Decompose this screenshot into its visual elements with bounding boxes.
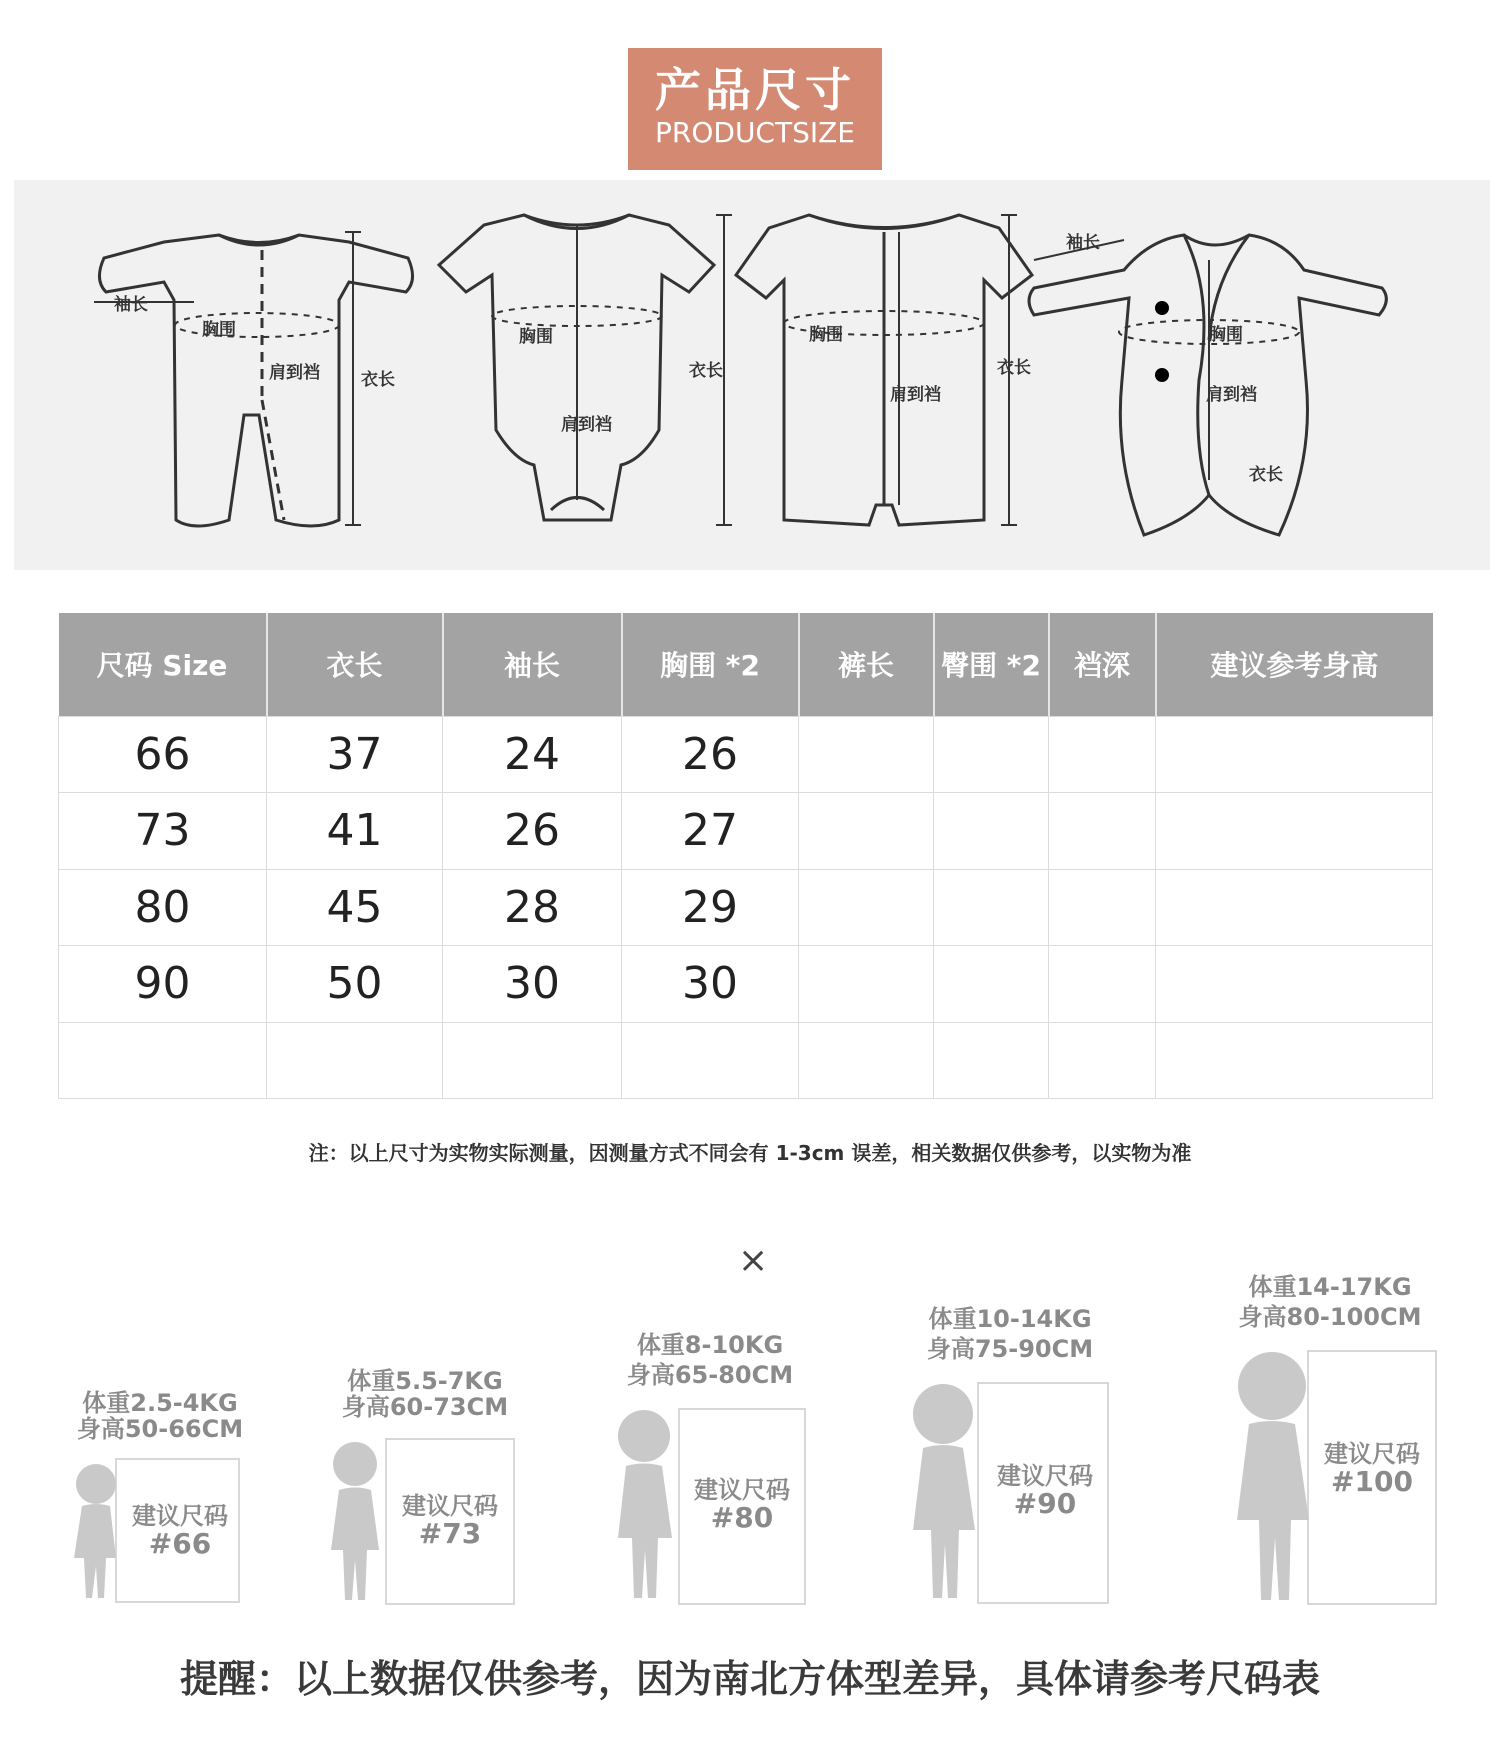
label-crotch-3: 肩到裆 xyxy=(890,385,941,405)
table-cell xyxy=(1156,793,1433,870)
table-cell: 37 xyxy=(267,716,443,793)
kid-height: 身高60-73CM xyxy=(341,1393,509,1421)
table-cell xyxy=(799,946,934,1023)
table-row xyxy=(59,793,1433,870)
kid-rec-size: #100 xyxy=(1331,1465,1413,1498)
table-cell: 50 xyxy=(267,946,443,1023)
label-length-3: 衣长 xyxy=(997,358,1031,378)
label-crotch-2: 肩到裆 xyxy=(561,415,612,435)
kid-rec-label: 建议尺码 xyxy=(997,1462,1093,1490)
kid-height: 身高50-66CM xyxy=(76,1415,244,1443)
label-chest-2: 胸围 xyxy=(519,327,553,347)
table-cell xyxy=(1049,793,1156,870)
table-cell: 26 xyxy=(622,716,799,793)
kid-recommendation xyxy=(680,1476,804,1532)
label-sleeve-1: 袖长 xyxy=(114,295,148,315)
header-length: 衣长 xyxy=(267,613,443,716)
kid-info xyxy=(1215,1272,1445,1332)
kid-size-guide-66 xyxy=(70,1390,250,1610)
kid-rec-label: 建议尺码 xyxy=(132,1502,228,1530)
kid-info xyxy=(610,1330,810,1390)
label-chest-1: 胸围 xyxy=(202,320,236,340)
table-cell: 73 xyxy=(59,793,267,870)
kid-info xyxy=(905,1304,1115,1364)
label-crotch-4: 肩到裆 xyxy=(1206,385,1257,405)
title-english: PRODUCTSIZE xyxy=(655,116,855,149)
table-cell xyxy=(799,1022,934,1099)
table-cell xyxy=(934,716,1049,793)
kid-height: 身高75-90CM xyxy=(926,1335,1094,1363)
table-cell xyxy=(799,716,934,793)
table-cell xyxy=(934,793,1049,870)
table-cell: 80 xyxy=(59,869,267,946)
table-cell xyxy=(934,1022,1049,1099)
kid-weight: 体重2.5-4KG xyxy=(82,1389,238,1417)
table-cell xyxy=(1156,946,1433,1023)
kid-size-guide-73 xyxy=(325,1368,525,1610)
table-cell xyxy=(1049,946,1156,1023)
kid-recommendation xyxy=(120,1502,240,1558)
header-chest: 胸围 *2 xyxy=(622,613,799,716)
label-length-2: 衣长 xyxy=(689,361,723,381)
table-row xyxy=(59,716,1433,793)
kid-height: 身高80-100CM xyxy=(1238,1303,1422,1331)
kid-weight: 体重14-17KG xyxy=(1248,1273,1412,1301)
divider-cross-symbol: × xyxy=(738,1240,769,1281)
kid-rec-label: 建议尺码 xyxy=(1324,1440,1420,1468)
table-row xyxy=(59,1022,1433,1099)
table-cell xyxy=(443,1022,622,1099)
kid-size-guide-80 xyxy=(610,1330,810,1610)
kid-weight: 体重5.5-7KG xyxy=(347,1367,503,1395)
table-cell xyxy=(1156,869,1433,946)
header-crotch-depth: 裆深 xyxy=(1049,613,1156,716)
kid-recommendation xyxy=(981,1462,1109,1518)
table-cell: 28 xyxy=(443,869,622,946)
header-hip: 臀围 *2 xyxy=(934,613,1049,716)
kid-size-guide-90 xyxy=(905,1304,1115,1610)
header-pants-length: 裤长 xyxy=(799,613,934,716)
kid-rec-size: #73 xyxy=(418,1517,482,1550)
table-cell: 30 xyxy=(443,946,622,1023)
table-row xyxy=(59,869,1433,946)
garment-diagrams xyxy=(14,180,1490,570)
table-cell xyxy=(1049,1022,1156,1099)
kid-rec-label: 建议尺码 xyxy=(694,1476,790,1504)
kid-weight: 体重8-10KG xyxy=(636,1331,784,1359)
label-length-1: 衣长 xyxy=(361,370,395,390)
label-sleeve-4: 袖长 xyxy=(1066,233,1100,253)
table-cell: 29 xyxy=(622,869,799,946)
kid-size-guide-100 xyxy=(1215,1272,1445,1610)
short-romper-illustration xyxy=(736,215,1032,525)
table-cell: 24 xyxy=(443,716,622,793)
kid-rec-size: #80 xyxy=(710,1501,774,1534)
table-cell: 27 xyxy=(622,793,799,870)
kid-info xyxy=(70,1390,250,1442)
table-cell: 41 xyxy=(267,793,443,870)
garment-diagram-panel xyxy=(14,180,1490,570)
kid-recommendation xyxy=(390,1492,510,1548)
table-cell: 30 xyxy=(622,946,799,1023)
table-header-row xyxy=(59,613,1433,716)
product-size-badge xyxy=(628,48,882,170)
child-silhouette-icon xyxy=(905,1382,985,1604)
size-table xyxy=(58,613,1433,1099)
kid-height: 身高65-80CM xyxy=(626,1361,794,1389)
child-silhouette-icon xyxy=(70,1462,120,1604)
header-size: 尺码 Size xyxy=(59,613,267,716)
label-length-4: 衣长 xyxy=(1249,465,1283,485)
table-cell xyxy=(267,1022,443,1099)
table-cell xyxy=(622,1022,799,1099)
child-silhouette-icon xyxy=(610,1408,680,1603)
table-cell: 26 xyxy=(443,793,622,870)
kid-rec-label: 建议尺码 xyxy=(402,1492,498,1520)
kid-rec-size: #90 xyxy=(1013,1487,1077,1520)
table-cell xyxy=(1049,869,1156,946)
table-cell: 90 xyxy=(59,946,267,1023)
kid-info xyxy=(325,1368,525,1420)
kid-rec-size: #66 xyxy=(148,1527,212,1560)
table-cell xyxy=(1156,1022,1433,1099)
child-silhouette-icon xyxy=(325,1440,385,1605)
header-recommended-height: 建议参考身高 xyxy=(1156,613,1433,716)
table-cell: 45 xyxy=(267,869,443,946)
label-chest-4: 胸围 xyxy=(1209,325,1243,345)
table-cell xyxy=(1156,716,1433,793)
table-cell xyxy=(799,869,934,946)
header-sleeve: 袖长 xyxy=(443,613,622,716)
table-cell: 66 xyxy=(59,716,267,793)
measurement-note: 注：以上尺寸为实物实际测量，因测量方式不同会有 1-3cm 误差，相关数据仅供参考，以实物为准 xyxy=(308,1141,1192,1165)
table-cell xyxy=(1049,716,1156,793)
title-chinese: 产品尺寸 xyxy=(655,63,855,117)
table-cell xyxy=(59,1022,267,1099)
kid-recommendation xyxy=(1307,1440,1437,1496)
table-cell xyxy=(934,869,1049,946)
table-cell xyxy=(934,946,1049,1023)
kid-weight: 体重10-14KG xyxy=(928,1305,1092,1333)
table-cell xyxy=(799,793,934,870)
label-crotch-1: 肩到裆 xyxy=(269,363,320,383)
reminder-text: 提醒：以上数据仅供参考，因为南北方体型差异，具体请参考尺码表 xyxy=(179,1657,1320,1701)
table-row xyxy=(59,946,1433,1023)
label-chest-3: 胸围 xyxy=(809,325,843,345)
